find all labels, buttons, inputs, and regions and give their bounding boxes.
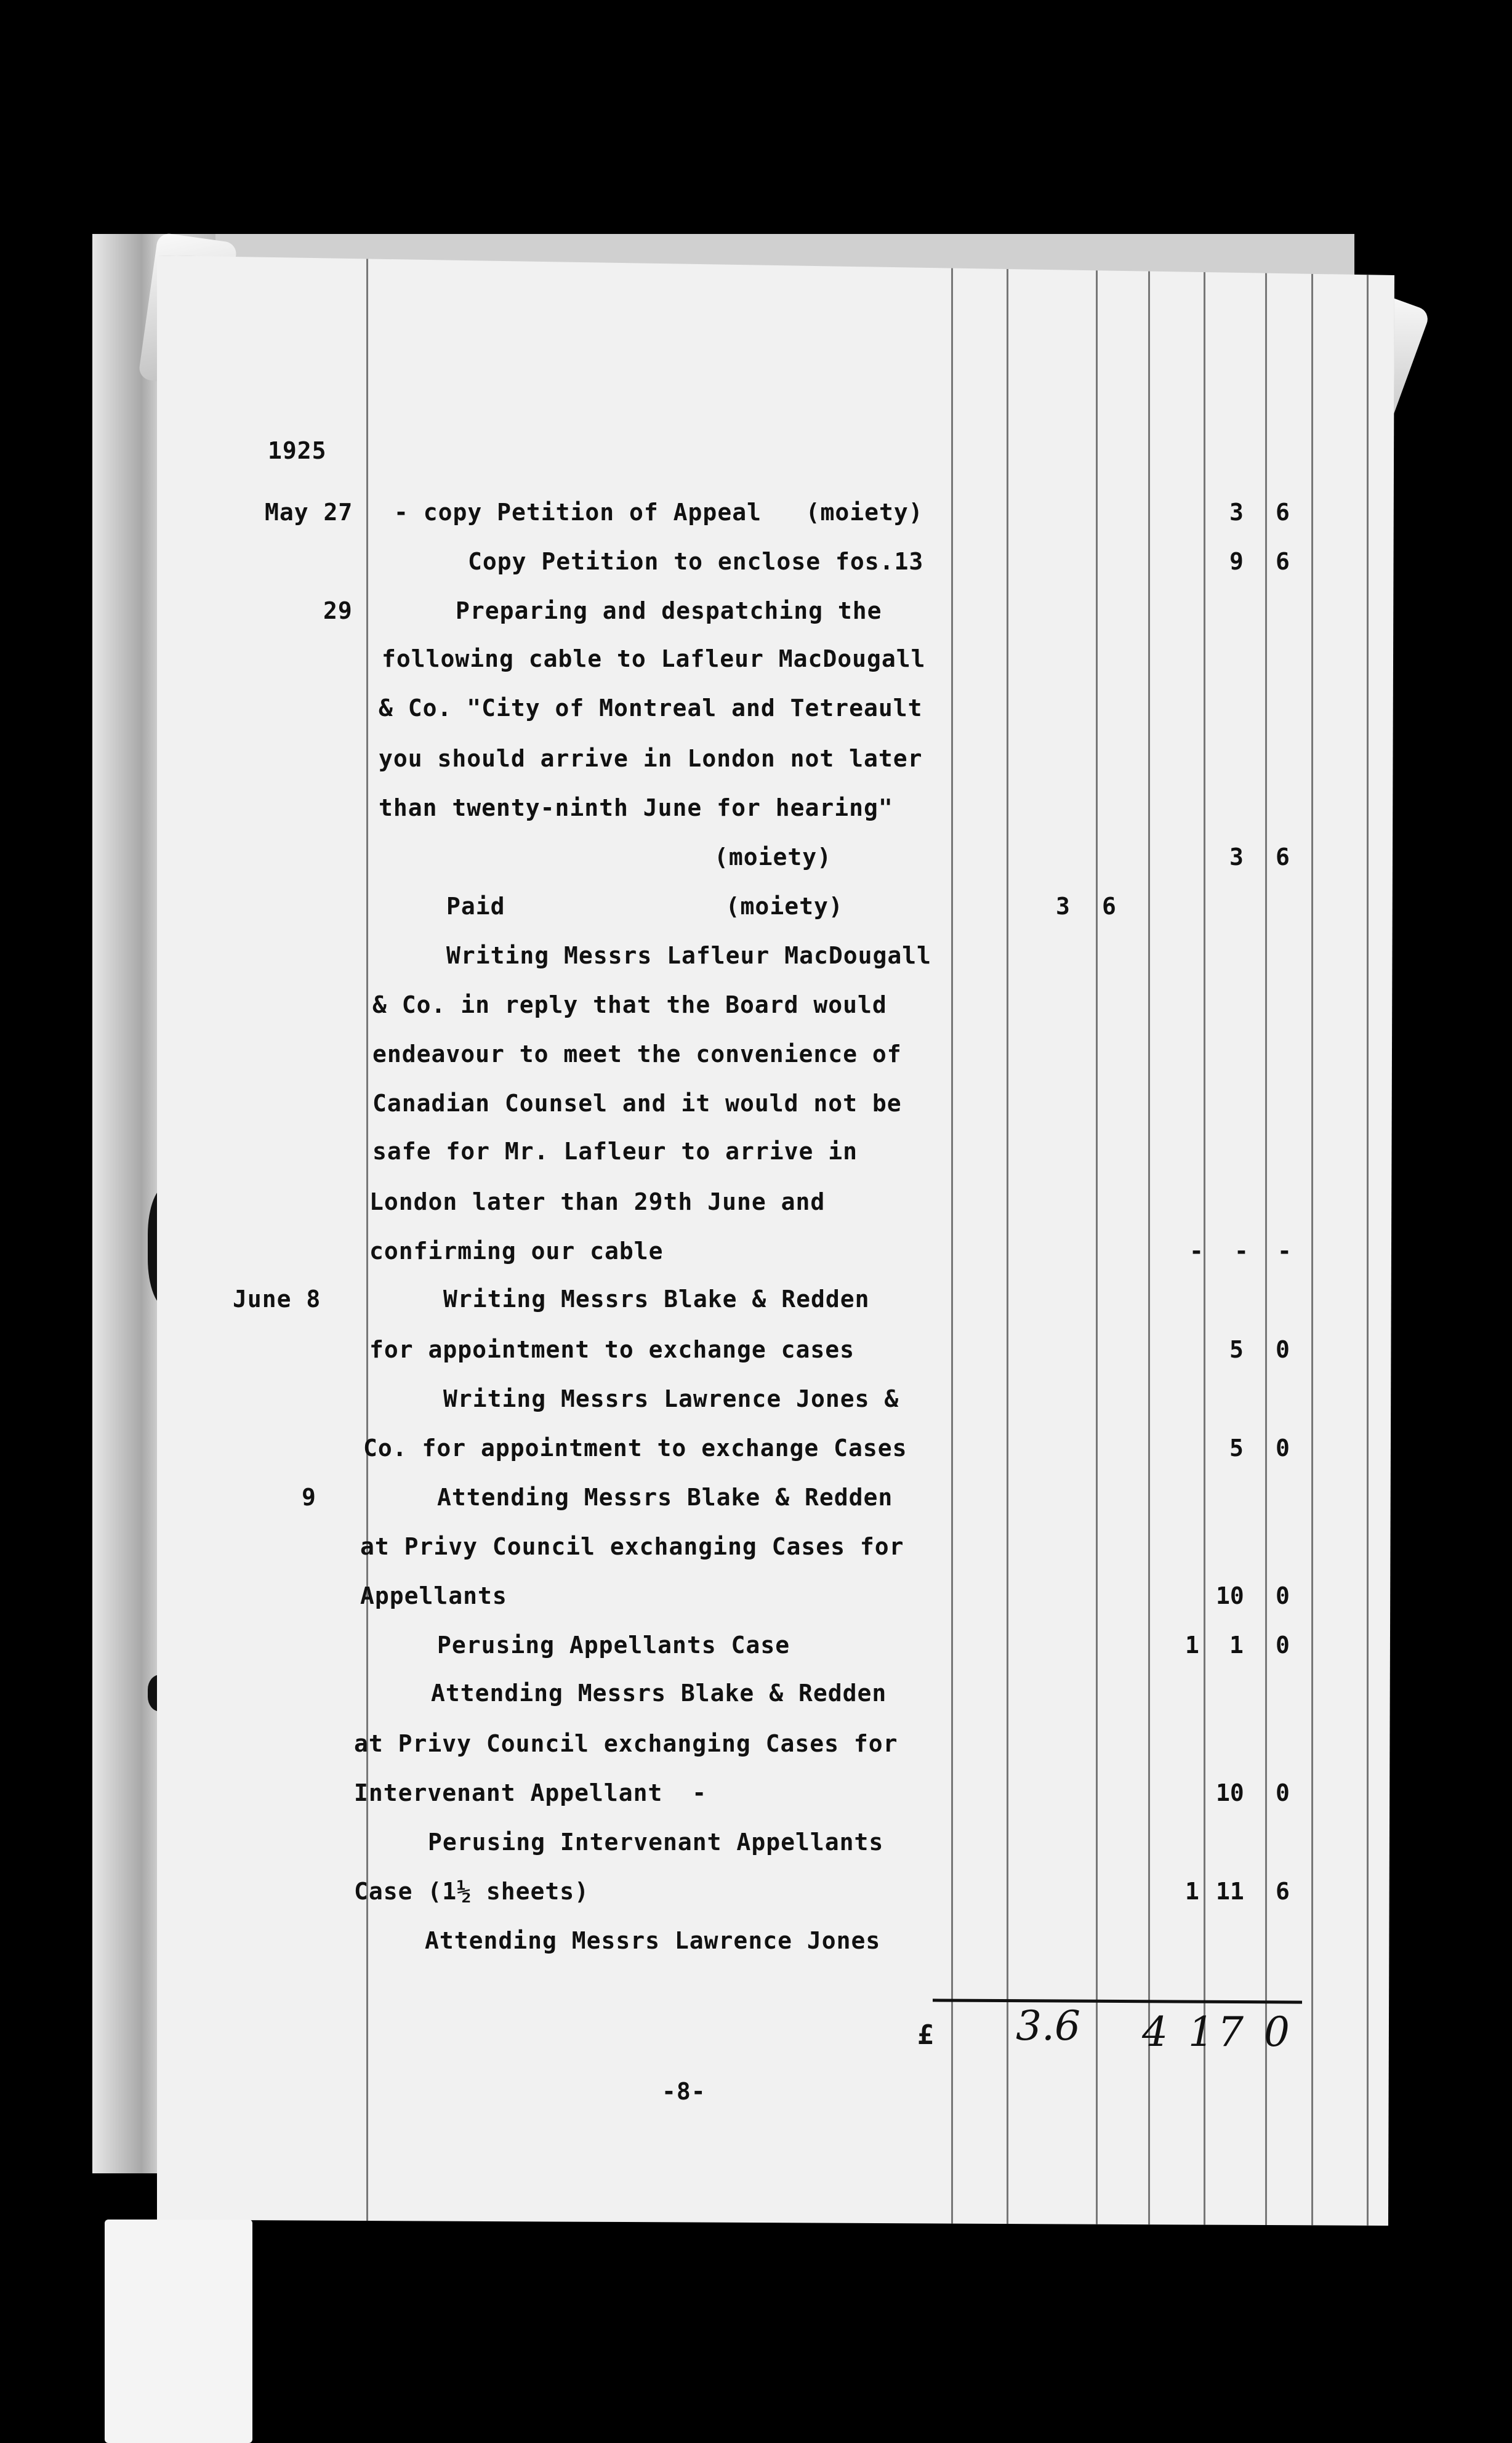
entry-text: endeavour to meet the convenience of (372, 1040, 902, 1068)
entry-text: than twenty-ninth June for hearing" (379, 794, 893, 821)
entry-text: Attending Messrs Blake & Redden (437, 1484, 893, 1511)
entry-text: safe for Mr. Lafleur to arrive in (372, 1138, 858, 1165)
column-rule-6 (1265, 256, 1267, 2226)
entry-text: Perusing Intervenant Appellants (428, 1829, 884, 1856)
pence-cell: 0 (1276, 1435, 1290, 1462)
entry-text: (moiety) (714, 843, 832, 871)
shillings-cell: 10 (1216, 1779, 1244, 1806)
shillings-cell: 1 (1229, 1632, 1244, 1659)
entry-text: Appellants (360, 1582, 507, 1609)
entry-text: confirming our cable (369, 1238, 664, 1265)
shillings-cell: 5 (1229, 1435, 1244, 1462)
entry-text: & Co. "City of Montreal and Tetreault (379, 694, 923, 722)
pence-cell: 0 (1276, 1779, 1290, 1806)
entry-text: - copy Petition of Appeal (moiety) (394, 499, 923, 526)
pence-cell: - (1277, 1238, 1292, 1265)
pounds-cell: - (1189, 1238, 1204, 1265)
entry-text: Copy Petition to enclose fos.13 (468, 548, 924, 575)
shillings-cell: 5 (1229, 1336, 1244, 1363)
entry-date: 9 (302, 1484, 316, 1511)
entry-date: May 27 (265, 499, 353, 526)
entry-date: 1925 (268, 437, 327, 464)
shillings-cell: 11 (1216, 1878, 1244, 1905)
pence-cell: 0 (1276, 1336, 1290, 1363)
entry-date: June 8 (233, 1286, 321, 1313)
margin-rule (366, 256, 368, 2226)
pence-cell: 6 (1276, 1878, 1290, 1905)
entry-text: at Privy Council exchanging Cases for (360, 1533, 904, 1560)
entry-text: for appointment to exchange cases (369, 1336, 855, 1363)
entry-text: Writing Messrs Lawrence Jones & (443, 1385, 899, 1412)
column-rule-8 (1367, 256, 1369, 2226)
entry-text: Writing Messrs Lafleur MacDougall (446, 942, 931, 969)
entry-date: 29 (323, 597, 353, 624)
column-rule-7 (1311, 256, 1313, 2226)
pence-cell: 0 (1276, 1632, 1290, 1659)
paid-shillings: 3 (1056, 893, 1070, 920)
shillings-cell: 9 (1229, 548, 1244, 575)
column-rule-1 (951, 256, 953, 2226)
entry-text: Attending Messrs Blake & Redden (431, 1680, 887, 1707)
currency-sign: £ (917, 2019, 935, 2051)
paid-total: 3.6 (1016, 2002, 1080, 2050)
page-number: -8- (662, 2078, 706, 2105)
column-rule-3 (1096, 256, 1098, 2226)
entry-text: London later than 29th June and (369, 1188, 826, 1215)
entry-text: Writing Messrs Blake & Redden (443, 1286, 870, 1313)
entry-text: Preparing and despatching the (456, 597, 882, 624)
entry-text: Case (1½ sheets) (354, 1878, 590, 1905)
pence-cell: 6 (1276, 548, 1290, 575)
entry-text: Canadian Counsel and it would not be (372, 1090, 902, 1117)
column-rule-2 (1007, 256, 1008, 2226)
entry-text: & Co. in reply that the Board would (372, 991, 887, 1018)
shillings-cell: 3 (1229, 499, 1244, 526)
entry-text: Co. for appointment to exchange Cases (363, 1435, 907, 1462)
pounds-cell: 1 (1185, 1878, 1199, 1905)
entry-text: you should arrive in London not later (379, 745, 923, 772)
pence-cell: 0 (1276, 1582, 1290, 1609)
pounds-cell: 1 (1185, 1632, 1199, 1659)
entry-text: Paid (moiety) (446, 893, 843, 920)
grand-total: 4 17 0 (1142, 2008, 1293, 2056)
column-rule-5 (1204, 256, 1205, 2226)
column-rule-4 (1148, 256, 1150, 2226)
entry-text: at Privy Council exchanging Cases for (354, 1730, 898, 1757)
entry-text: Intervenant Appellant - (354, 1779, 707, 1806)
entry-text: Attending Messrs Lawrence Jones (425, 1927, 881, 1954)
entry-text: Perusing Appellants Case (437, 1632, 790, 1659)
shillings-cell: 10 (1216, 1582, 1244, 1609)
entry-text: following cable to Lafleur MacDougall (382, 645, 926, 672)
paid-pence: 6 (1102, 893, 1116, 920)
shillings-cell: - (1234, 1238, 1249, 1265)
shillings-cell: 3 (1229, 843, 1244, 871)
pence-cell: 6 (1276, 843, 1290, 871)
pence-cell: 6 (1276, 499, 1290, 526)
film-tab (105, 2220, 252, 2443)
